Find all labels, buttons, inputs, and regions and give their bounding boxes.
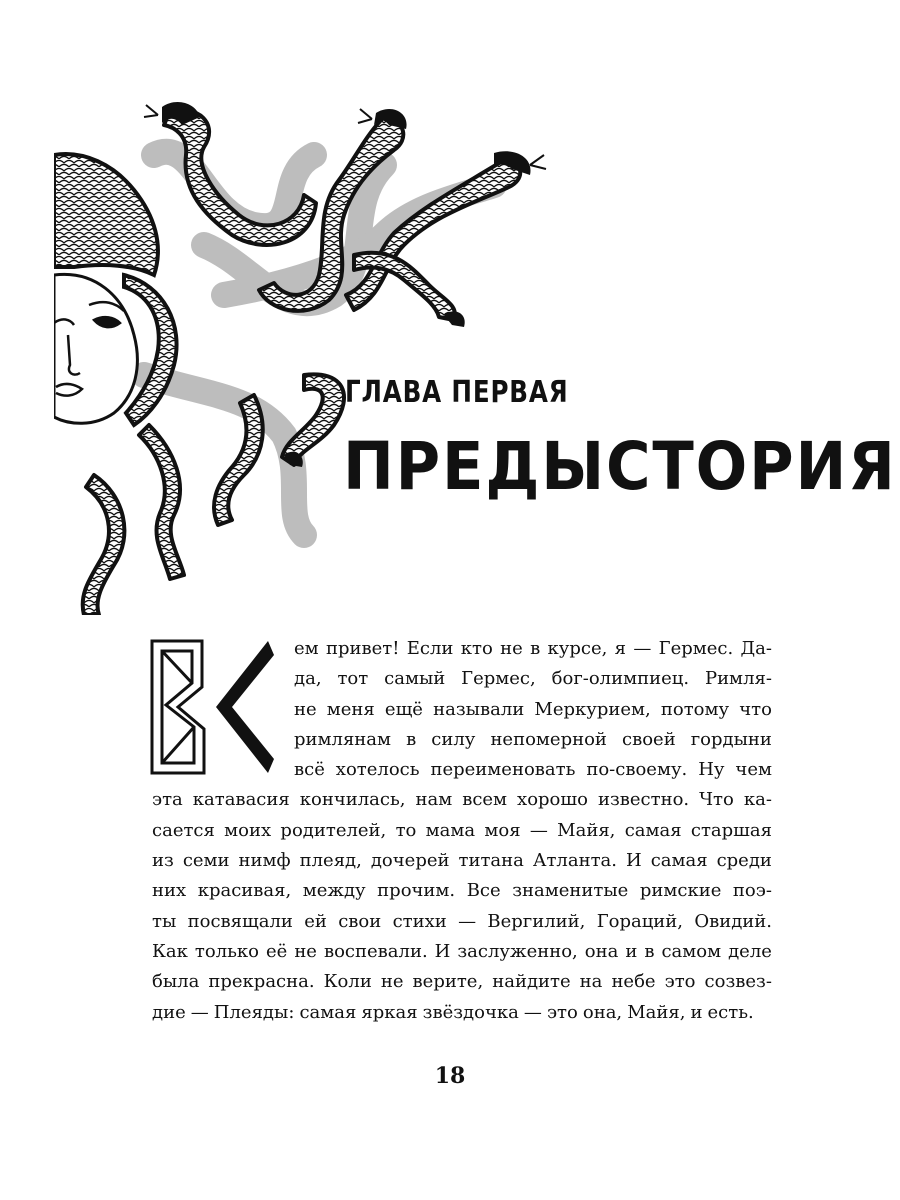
text-line-6: эта катавасия кончилась, нам всем хорошо известно. Что ка- <box>152 789 772 811</box>
text-line-4: римлянам в силу непомерной своей гордыни <box>294 728 772 750</box>
text-line-11: Как только её не воспевали. И заслуженно, она и в самом деле <box>152 940 772 962</box>
text-line-9: них красивая, между прочим. Все знаменитые римские поэ- <box>152 880 772 902</box>
text-line-8: из семи нимф плеяд, дочерей титана Атланта. И самая среди <box>152 850 772 872</box>
body-text <box>152 634 772 1028</box>
text-line-3: не меня ещё называли Меркурием, потому что <box>294 698 772 720</box>
chapter-title: ПРЕДЫСТОРИЯ <box>343 428 897 505</box>
text-line-13: дие — Плеяды: самая яркая звёздочка — это она, Майя, и есть. <box>152 1001 754 1023</box>
medusa-snakes-illustration <box>54 95 574 615</box>
text-line-10: ты посвящали ей свои стихи — Вергилий, Гораций, Овидий. <box>152 910 772 932</box>
text-line-12: была прекрасна. Коли не верите, найдите на небе это созвез- <box>152 971 772 993</box>
text-line-1: ем привет! Если кто не в курсе, я — Гермес. Да- <box>294 638 772 659</box>
text-line-5: всё хотелось переименовать по-своему. Ну чем <box>294 759 772 781</box>
text-line-2: да, тот самый Гермес, бог-олимпиец. Римля- <box>294 668 772 690</box>
page-number: 18 <box>434 1063 466 1089</box>
text-line-7: сается моих родителей, то мама моя — Майя, самая старшая <box>152 819 772 841</box>
chapter-label: ГЛАВА ПЕРВАЯ <box>345 375 569 410</box>
